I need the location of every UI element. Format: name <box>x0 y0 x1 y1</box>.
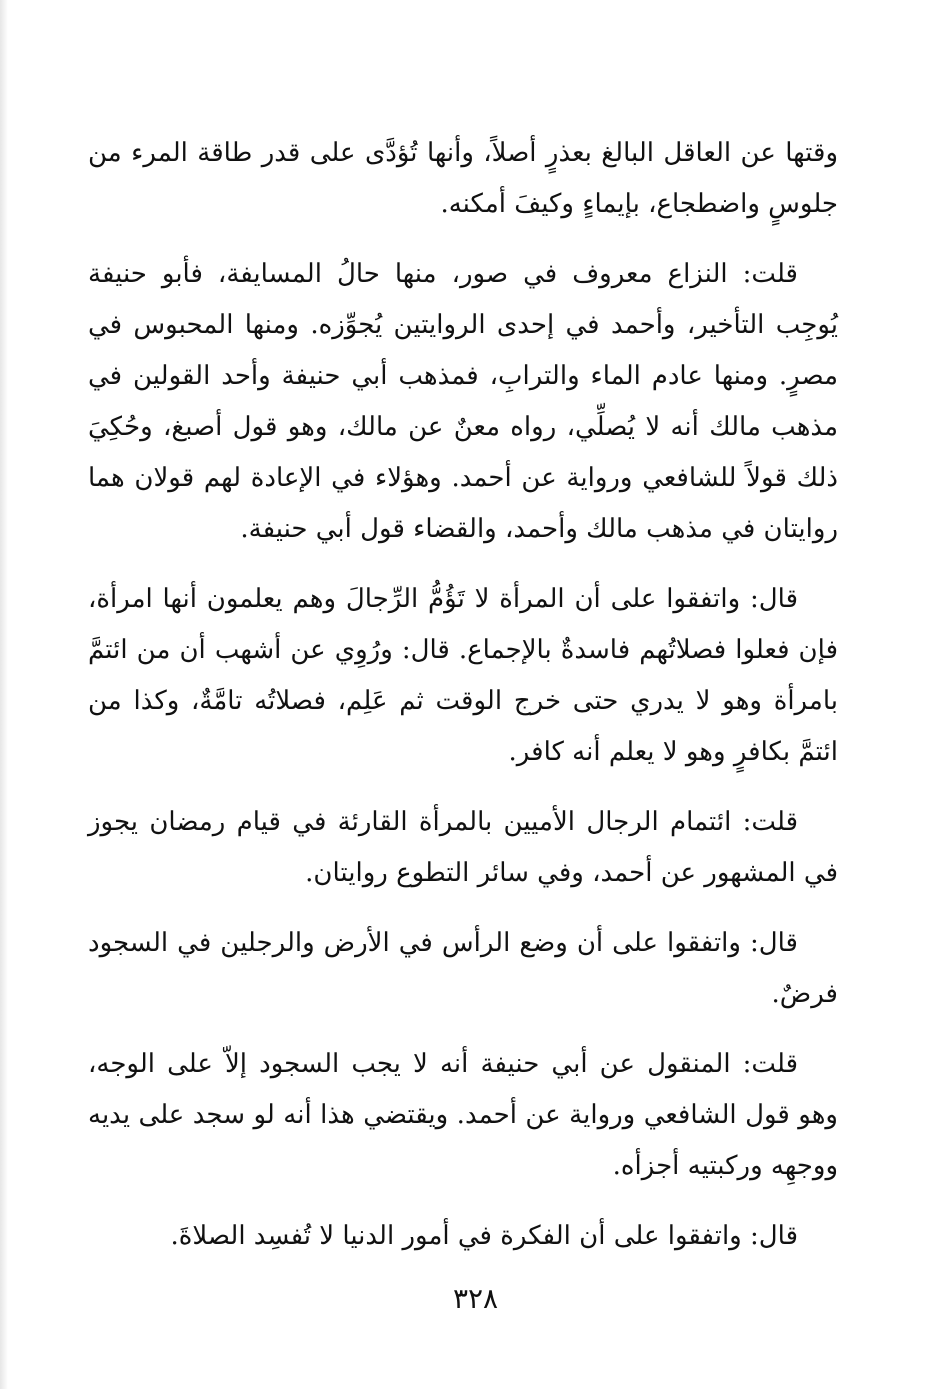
paragraph-4: قلت: ائتمام الرجال الأميين بالمرأة القارئة في قيام رمضان يجوز في المشهور عن أحمد، وفي سائر التطوع روايتان. <box>88 807 838 888</box>
paragraph-1: وقتها عن العاقل البالغ بعذرٍ أصلاً، وأنها تُؤدَّى على قدر طاقة المرء من جلوسٍ واضطجاع، بإيماءٍ وكيفَ أمكنه. <box>88 138 838 219</box>
paragraph-3: قال: واتفقوا على أن المرأة لا تَؤُمُّ الرِّجالَ وهم يعلمون أنها امرأة، فإن فعلوا فصلاتُهم فاسدةٌ بالإجماع. قال: ورُوِي عن أشهب أن من ائتمَّ بامرأة وهو لا يدري حتى خرج الوقت ثم عَلِم، فصلاتُه تامَّةٌ، وكذا من ائتمَّ بكافرٍ وهو لا يعلم أنه كافر. <box>88 584 838 767</box>
paragraph-2: قلت: النزاع معروف في صور، منها حالُ المسايفة، فأبو حنيفة يُوجِب التأخير، وأحمد في إحدى الروايتين يُجوِّزه. ومنها المحبوس في مصرٍ. ومنها عادم الماء والترابِ، فمذهب أبي حنيفة وأحد القولين في مذهب مالك أنه لا يُصلِّي، رواه معنٌ عن مالك، وهو قول أصبغ، وحُكِيَ ذلك قولاً للشافعي ورواية عن أحمد. وهؤلاء في الإعادة لهم قولان هما روايتان في مذهب مالك وأحمد، والقضاء قول أبي حنيفة. <box>88 259 838 544</box>
page-number: ٣٢٨ <box>452 1282 499 1315</box>
paragraph-6: قلت: المنقول عن أبي حنيفة أنه لا يجب السجود إلاّ على الوجه، وهو قول الشافعي ورواية عن أحمد. ويقتضي هذا أنه لو سجد على يديه ووجهِه وركبتيه أجزأه. <box>88 1049 838 1181</box>
scan-edge <box>0 0 8 1389</box>
paragraph-5: قال: واتفقوا على أن وضع الرأس في الأرض والرجلين في السجود فرضٌ. <box>88 928 838 1009</box>
paragraph-7: قال: واتفقوا على أن الفكرة في أمور الدنيا لا تُفسِد الصلاةَ. <box>170 1221 798 1251</box>
body-text <box>88 128 838 1281</box>
